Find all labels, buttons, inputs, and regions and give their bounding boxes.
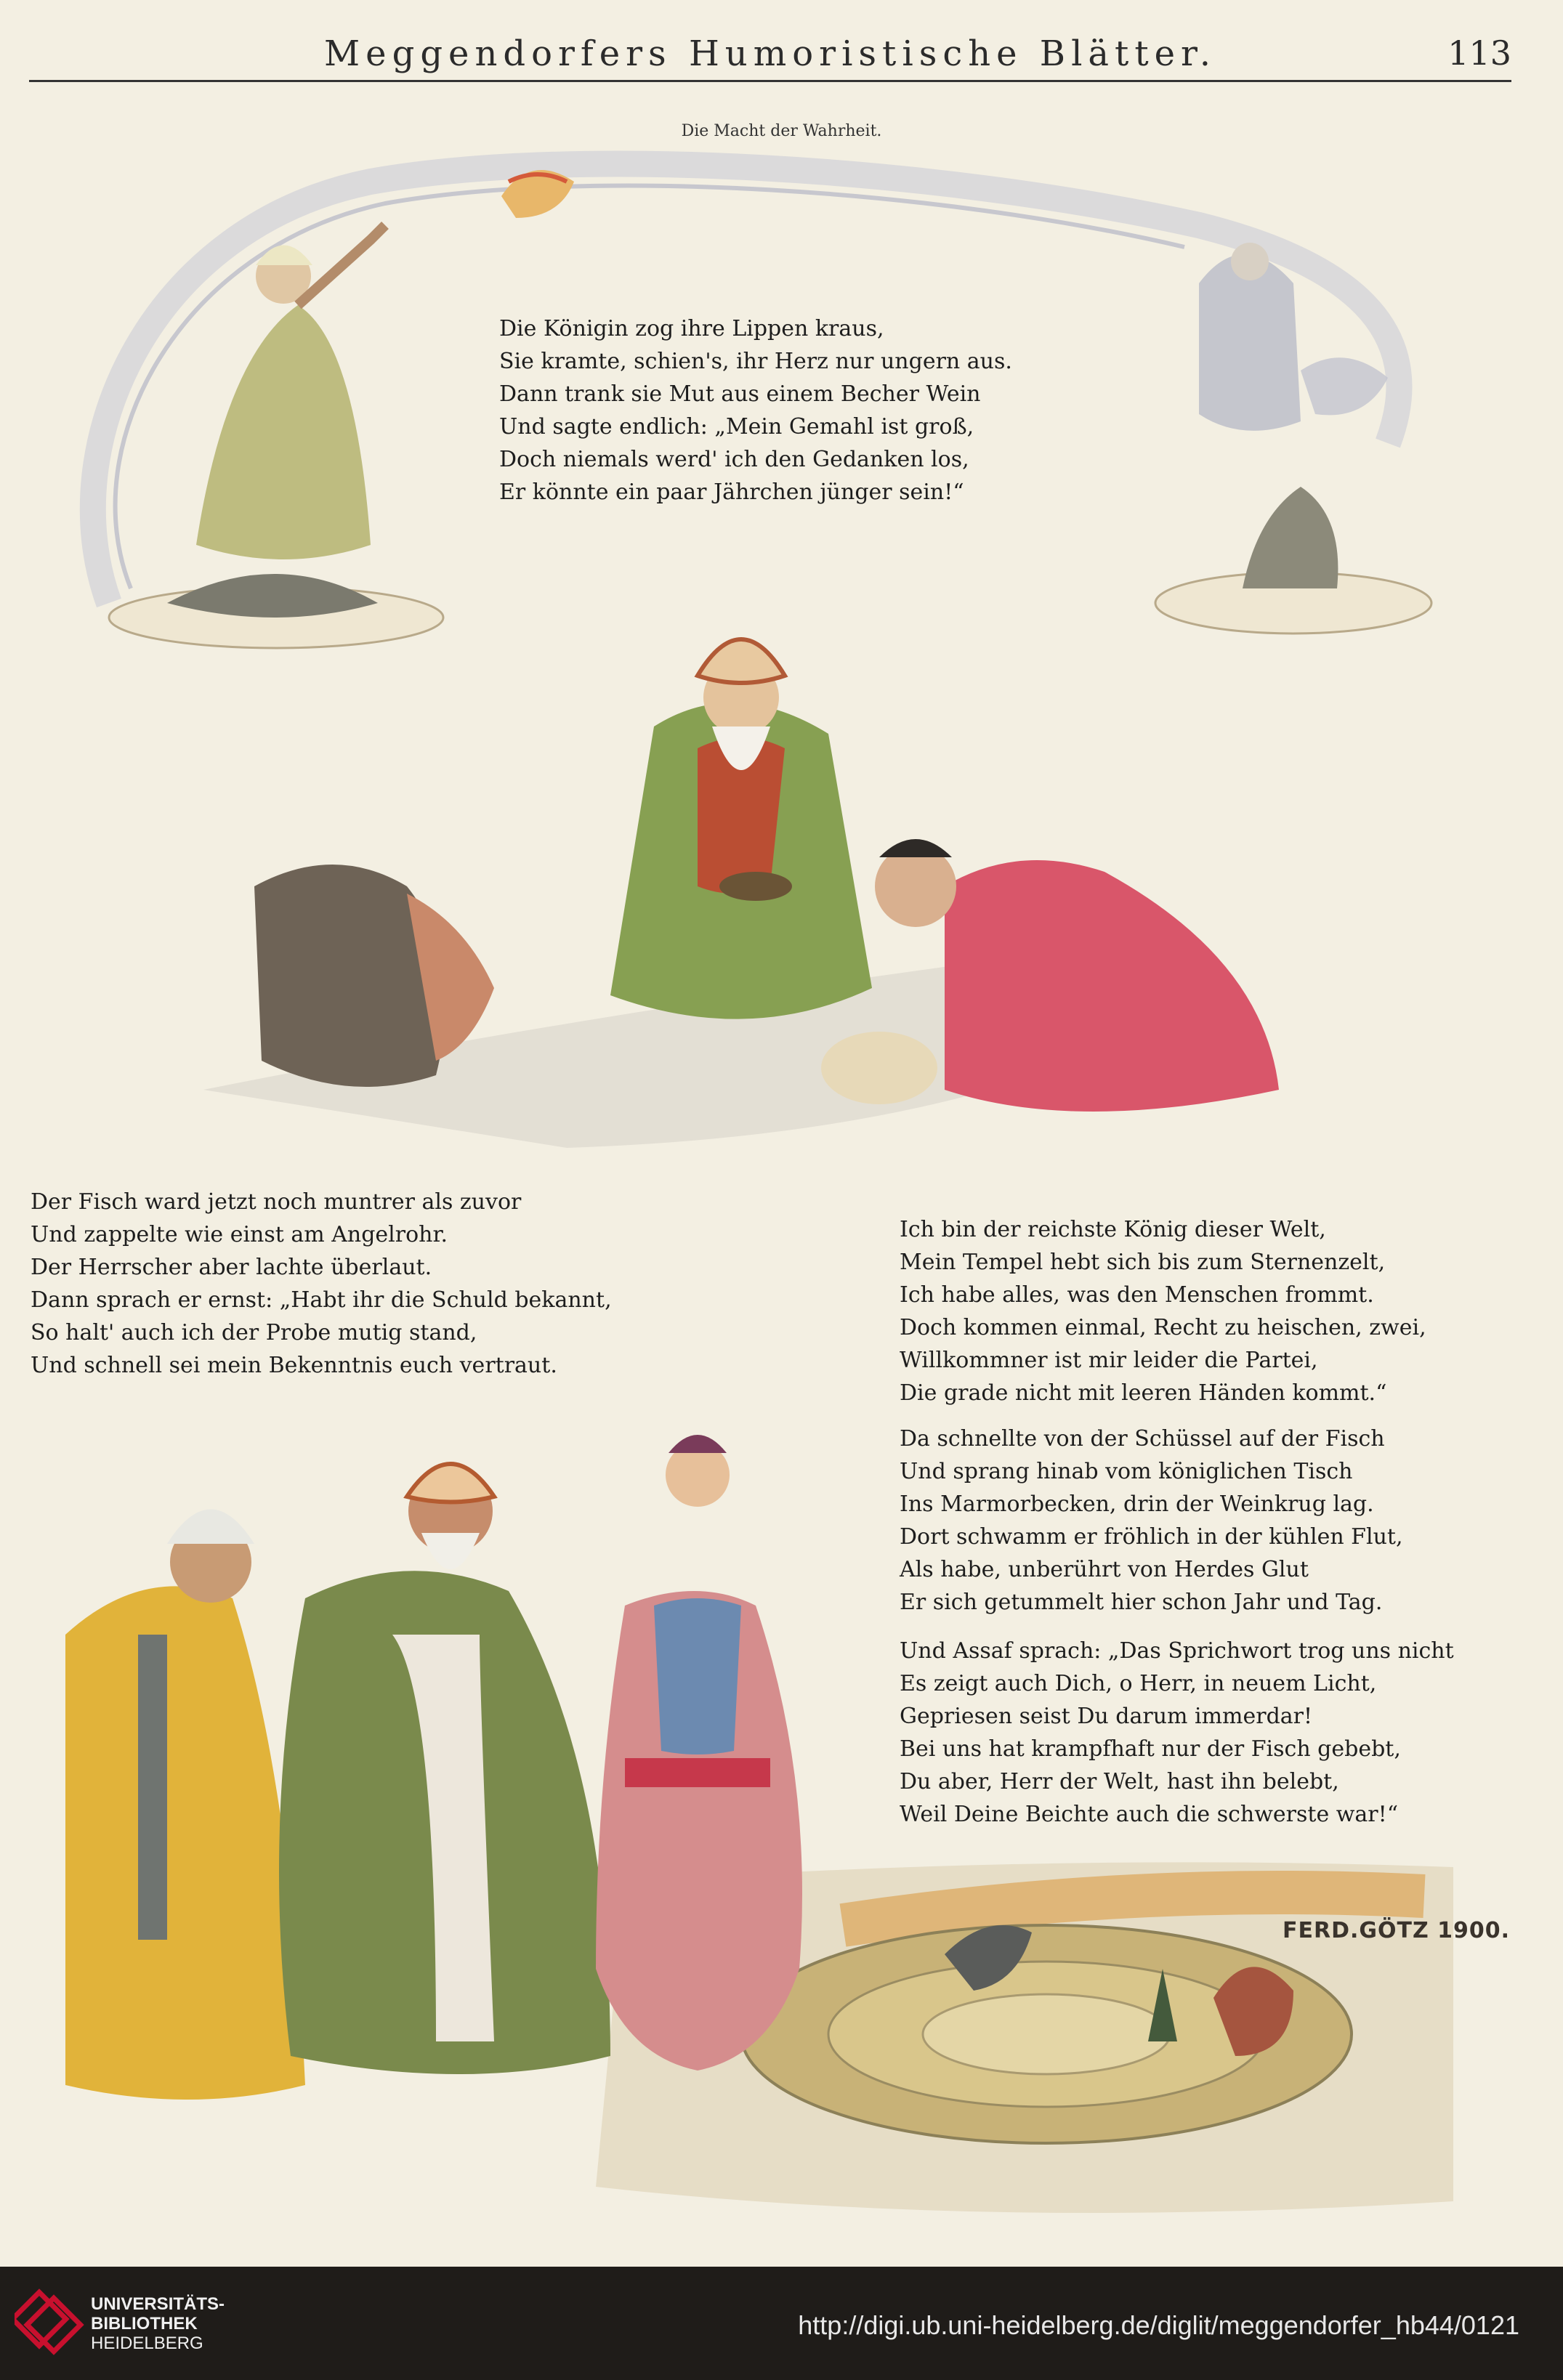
page-header [29,29,1511,82]
illustration-court-and-basin [44,1417,1468,2238]
stanza-line: Und Assaf sprach: „Das Sprichwort trog uns nicht [900,1638,1454,1664]
stanza-line: Er könnte ein paar Jährchen jünger sein!“ [499,479,964,505]
university-library-name [91,2294,225,2353]
story-title: Die Macht der Wahrheit. [681,122,882,140]
stanza-line: Ich bin der reichste König dieser Welt, [900,1217,1326,1242]
stanza-line: Doch niemals werd' ich den Gedanken los, [499,447,969,472]
stanza-line: Dann trank sie Mut aus einem Becher Wein [499,381,981,407]
stanza-line: Als habe, unberührt von Herdes Glut [900,1557,1309,1582]
library-name-line: HEIDELBERG [91,2334,203,2353]
stanza-line: Der Fisch ward jetzt noch muntrer als zuvor [31,1189,522,1215]
illustration-kneeling-subjects [131,581,1366,1162]
magazine-title: Meggendorfers Humoristische Blätter. [324,33,1216,74]
viewer-footer [0,2267,1563,2380]
stanza-line: Die Königin zog ihre Lippen kraus, [499,316,884,341]
stanza-line: Doch kommen einmal, Recht zu heischen, zwei, [900,1315,1426,1340]
page-number: 113 [1447,33,1511,73]
stanza-line: Und schnell sei mein Bekenntnis euch vertraut. [31,1353,557,1378]
stanza-line: Mein Tempel hebt sich bis zum Sternenzelt, [900,1250,1386,1275]
artist-signature: FERD.GÖTZ 1900. [1283,1918,1511,1943]
stanza-line: Dann sprach er ernst: „Habt ihr die Schuld bekannt, [31,1287,612,1313]
stanza-line: Dort schwamm er fröhlich in der kühlen Flut, [900,1524,1403,1550]
stanza-line: Und zappelte wie einst am Angelrohr. [31,1222,448,1247]
stanza-line: Da schnellte von der Schüssel auf der Fisch [900,1426,1385,1452]
stanza-line: Du aber, Herr der Welt, hast ihn belebt, [900,1769,1339,1794]
stanza-line: Der Herrscher aber lachte überlaut. [31,1255,432,1280]
stanza-line: Die grade nicht mit leeren Händen kommt.“ [900,1380,1387,1406]
stanza-line: Willkommner ist mir leider die Partei, [900,1348,1318,1373]
source-url-link[interactable]: http://digi.ub.uni-heidelberg.de/diglit/meggendorfer_hb44/0121 [798,2310,1519,2340]
university-library-logo-icon [15,2280,87,2360]
library-name-line: UNIVERSITÄTS- [91,2294,225,2314]
stanza-line: Ich habe alles, was den Menschen frommt. [900,1282,1374,1308]
stanza-king [900,1213,1426,1409]
library-name-line: BIBLIOTHEK [91,2314,198,2334]
stanza-line: Ins Marmorbecken, drin der Weinkrug lag. [900,1491,1374,1517]
stanza-fish [31,1186,612,1382]
stanza-line: Sie kramte, schien's, ihr Herz nur ungern aus. [499,349,1012,374]
stanza-queen [499,312,1012,509]
stanza-line: Weil Deine Beichte auch die schwerste war!“ [900,1802,1399,1827]
stanza-line: Bei uns hat krampfhaft nur der Fisch gebebt, [900,1736,1401,1762]
stanza-line: Und sagte endlich: „Mein Gemahl ist groß, [499,414,974,440]
stanza-line: Er sich getummelt hier schon Jahr und Tag. [900,1590,1383,1615]
stanza-line: So halt' auch ich der Probe mutig stand, [31,1320,477,1345]
stanza-line: Und sprang hinab vom königlichen Tisch [900,1459,1353,1484]
stanza-line: Es zeigt auch Dich, o Herr, in neuem Licht, [900,1671,1377,1696]
stanza-line: Gepriesen seist Du darum immerdar! [900,1704,1313,1729]
